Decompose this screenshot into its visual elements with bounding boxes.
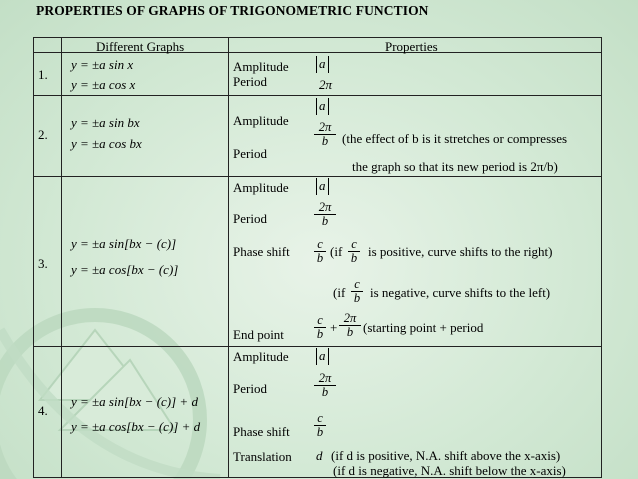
fraction-numerator: c [314, 314, 326, 328]
label-amplitude: Amplitude [233, 113, 289, 128]
value-amplitude: a [316, 348, 329, 365]
fraction-numerator: c [351, 278, 363, 292]
fraction-denominator: b [316, 425, 324, 439]
equation-sine: y = ±a sin[bx − (c)] + d [71, 394, 198, 409]
fraction-denominator: b [321, 214, 329, 228]
value-amplitude: a [316, 178, 329, 195]
fraction-denominator: b [321, 385, 329, 399]
fraction-denominator: b [321, 134, 329, 148]
value-period-fraction [314, 121, 336, 148]
equation-sine: y = ±a sin bx [71, 115, 140, 130]
value-period: 2π [319, 77, 333, 92]
fraction-numerator: 2π [314, 372, 336, 386]
label-period: Period [233, 211, 267, 226]
label-amplitude: Amplitude [233, 59, 289, 74]
equation-sine: y = ±a sin x [71, 57, 134, 72]
equation-cosine: y = ±a cos x [71, 77, 136, 92]
header-different-graphs: Different Graphs [96, 39, 185, 54]
label-period: Period [233, 74, 267, 89]
label-end-point: End point [233, 327, 284, 342]
row-number: 4. [38, 403, 48, 418]
page-title: PROPERTIES OF GRAPHS OF TRIGONOMETRIC FUNCTION [36, 3, 429, 18]
value-period-fraction [314, 201, 336, 228]
translation-note: (if d is positive, N.A. shift above the x-axis) [331, 448, 561, 463]
phase-note: is negative, curve shifts to the left) [370, 285, 551, 300]
end-point-period-fraction [339, 312, 361, 339]
fraction-numerator: 2π [314, 201, 336, 215]
row-number: 2. [38, 127, 48, 142]
row-number: 3. [38, 256, 48, 271]
phase-note-prefix: (if [330, 244, 343, 259]
phase-note-fraction [348, 238, 360, 265]
fraction-denominator: b [346, 325, 354, 339]
end-point-fraction [314, 314, 326, 341]
equation-cosine: y = ±a cos[bx − (c)] + d [71, 419, 201, 434]
fraction-numerator: 2π [339, 312, 361, 326]
fraction-numerator: 2π [314, 121, 336, 135]
fraction-denominator: b [350, 251, 358, 265]
label-period: Period [233, 146, 267, 161]
label-amplitude: Amplitude [233, 180, 289, 195]
translation-note: (if d is negative, N.A. shift below the x-axis) [333, 463, 566, 478]
value-translation: d [316, 448, 323, 463]
fraction-numerator: c [348, 238, 360, 252]
label-period: Period [233, 381, 267, 396]
phase-note-prefix: (if [333, 285, 346, 300]
value-phase-fraction [314, 238, 326, 265]
value-amplitude: a [316, 56, 329, 73]
equation-cosine: y = ±a cos bx [71, 136, 142, 151]
label-amplitude: Amplitude [233, 349, 289, 364]
fraction-numerator: c [314, 412, 326, 426]
value-period-fraction [314, 372, 336, 399]
header-properties: Properties [385, 39, 438, 54]
period-note: (the effect of b is it stretches or compresses [342, 131, 568, 146]
equation-sine: y = ±a sin[bx − (c)] [71, 236, 177, 251]
row-number: 1. [38, 67, 48, 82]
equation-cosine: y = ±a cos[bx − (c)] [71, 262, 179, 277]
value-phase-fraction [314, 412, 326, 439]
fraction-denominator: b [316, 327, 324, 341]
value-amplitude: a [316, 98, 329, 115]
phase-note: is positive, curve shifts to the right) [368, 244, 553, 259]
fraction-denominator: b [353, 291, 361, 305]
label-translation: Translation [233, 449, 292, 464]
period-note: the graph so that its new period is 2π/b) [352, 159, 558, 174]
phase-note-fraction [351, 278, 363, 305]
label-phase-shift: Phase shift [233, 424, 290, 439]
label-phase-shift: Phase shift [233, 244, 290, 259]
end-point-note: (starting point + period [363, 320, 484, 335]
plus-sign: + [330, 320, 338, 335]
fraction-denominator: b [316, 251, 324, 265]
fraction-numerator: c [314, 238, 326, 252]
